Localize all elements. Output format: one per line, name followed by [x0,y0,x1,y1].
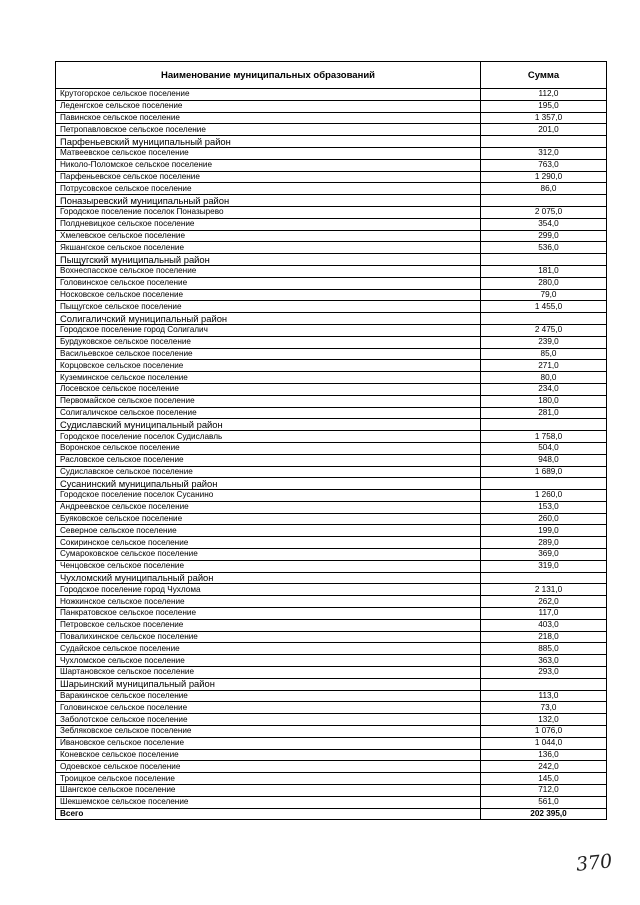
total-sum: 202 395,0 [481,808,607,820]
amount-cell: 73,0 [481,702,607,714]
table-row [56,407,607,419]
settlement-name: Повалихинское сельское поселение [56,631,481,643]
table-row [56,147,607,159]
amount-cell: 199,0 [481,525,607,537]
settlement-name: Судиславское сельское поселение [56,466,481,478]
amount-cell: 561,0 [481,796,607,808]
settlement-name: Крутогорское сельское поселение [56,89,481,101]
amount-cell: 1 455,0 [481,301,607,313]
amount-cell: 195,0 [481,100,607,112]
settlement-name: Воронское сельское поселение [56,442,481,454]
settlement-name: Матвеевское сельское поселение [56,147,481,159]
settlement-name: Варакинское сельское поселение [56,690,481,702]
amount-cell: 354,0 [481,218,607,230]
settlement-name: Николо-Поломское сельское поселение [56,159,481,171]
table-body [56,89,607,809]
settlement-name: Заболотское сельское поселение [56,714,481,726]
table-row [56,785,607,797]
district-header-row [56,678,607,690]
district-header-row [56,195,607,207]
settlement-name: Северное сельское поселение [56,525,481,537]
table-row [56,596,607,608]
district-name: Поназыревский муниципальный район [56,195,481,207]
table-row [56,171,607,183]
table-row [56,395,607,407]
table-row [56,513,607,525]
amount-cell: 280,0 [481,277,607,289]
settlement-name: Петропавловское сельское поселение [56,124,481,136]
table-row [56,560,607,572]
settlement-name: Городское поселение город Солигалич [56,324,481,336]
handwritten-page-number: 370 [574,850,614,876]
table-row [56,454,607,466]
amount-cell: 181,0 [481,265,607,277]
table-row [56,702,607,714]
amount-cell: 2 075,0 [481,206,607,218]
table-row [56,584,607,596]
amount-cell: 180,0 [481,395,607,407]
settlement-name: Городское поселение поселок Сусанино [56,490,481,502]
amount-cell: 112,0 [481,89,607,101]
table-row [56,360,607,372]
table-row [56,324,607,336]
amount-cell: 1 758,0 [481,431,607,443]
amount-cell: 113,0 [481,690,607,702]
settlement-name: Зебляковское сельское поселение [56,726,481,738]
table-row [56,466,607,478]
settlement-name: Полдневицкое сельское поселение [56,218,481,230]
table-row [56,159,607,171]
settlement-name: Чухломское сельское поселение [56,655,481,667]
settlement-name: Ножкинское сельское поселение [56,596,481,608]
allocation-table [55,61,607,820]
column-header-sum: Сумма [481,62,607,89]
settlement-name: Куземинское сельское поселение [56,372,481,384]
district-header-row [56,254,607,266]
amount-cell: 281,0 [481,407,607,419]
settlement-name: Судайское сельское поселение [56,643,481,655]
column-header-name: Наименование муниципальных образований [56,62,481,89]
amount-cell: 369,0 [481,549,607,561]
settlement-name: Буяковское сельское поселение [56,513,481,525]
amount-cell: 403,0 [481,619,607,631]
table-row [56,100,607,112]
settlement-name: Ивановское сельское поселение [56,737,481,749]
settlement-name: Парфеньевское сельское поселение [56,171,481,183]
amount-cell: 312,0 [481,147,607,159]
settlement-name: Шангское сельское поселение [56,785,481,797]
table-row [56,183,607,195]
table-row [56,112,607,124]
district-header-row [56,478,607,490]
table-row [56,537,607,549]
district-name: Пыщугский муниципальный район [56,254,481,266]
amount-cell: 136,0 [481,749,607,761]
amount-cell: 1 076,0 [481,726,607,738]
settlement-name: Потрусовское сельское поселение [56,183,481,195]
table-row [56,289,607,301]
table-header-row [56,62,607,89]
amount-cell: 504,0 [481,442,607,454]
table-row [56,690,607,702]
table-row [56,301,607,313]
settlement-name: Павинское сельское поселение [56,112,481,124]
amount-cell: 363,0 [481,655,607,667]
table-row [56,667,607,679]
table-row [56,525,607,537]
table-row [56,631,607,643]
settlement-name: Лосевское сельское поселение [56,383,481,395]
settlement-name: Первомайское сельское поселение [56,395,481,407]
table-row [56,206,607,218]
amount-cell [481,419,607,431]
amount-cell: 271,0 [481,360,607,372]
amount-cell: 234,0 [481,383,607,395]
amount-cell: 289,0 [481,537,607,549]
amount-cell [481,254,607,266]
settlement-name: Носковское сельское поселение [56,289,481,301]
table-row [56,608,607,620]
settlement-name: Расловское сельское поселение [56,454,481,466]
settlement-name: Сокиринское сельское поселение [56,537,481,549]
amount-cell: 80,0 [481,372,607,384]
table-row [56,383,607,395]
settlement-name: Шартановское сельское поселение [56,667,481,679]
total-row [56,808,607,820]
table-row [56,749,607,761]
settlement-name: Коневское сельское поселение [56,749,481,761]
amount-cell: 79,0 [481,289,607,301]
table-row [56,242,607,254]
amount-cell: 712,0 [481,785,607,797]
district-header-row [56,572,607,584]
amount-cell: 1 260,0 [481,490,607,502]
amount-cell: 145,0 [481,773,607,785]
settlement-name: Петровское сельское поселение [56,619,481,631]
table-row [56,796,607,808]
table-row [56,89,607,101]
amount-cell: 262,0 [481,596,607,608]
table-row [56,643,607,655]
amount-cell [481,136,607,148]
table-row [56,348,607,360]
settlement-name: Васильевское сельское поселение [56,348,481,360]
district-header-row [56,136,607,148]
settlement-name: Шекшемское сельское поселение [56,796,481,808]
amount-cell: 319,0 [481,560,607,572]
district-name: Парфеньевский муниципальный район [56,136,481,148]
settlement-name: Городское поселение город Чухлома [56,584,481,596]
amount-cell: 299,0 [481,230,607,242]
district-name: Чухломский муниципальный район [56,572,481,584]
table-row [56,218,607,230]
settlement-name: Корцовское сельское поселение [56,360,481,372]
settlement-name: Якшангское сельское поселение [56,242,481,254]
district-name: Судиславский муниципальный район [56,419,481,431]
amount-cell: 153,0 [481,501,607,513]
amount-cell [481,478,607,490]
settlement-name: Андреевское сельское поселение [56,501,481,513]
amount-cell: 260,0 [481,513,607,525]
amount-cell: 218,0 [481,631,607,643]
settlement-name: Городское поселение поселок Поназырево [56,206,481,218]
settlement-name: Ченцовское сельское поселение [56,560,481,572]
amount-cell: 885,0 [481,643,607,655]
table-row [56,726,607,738]
table-row [56,490,607,502]
table-row [56,714,607,726]
settlement-name: Хмелевское сельское поселение [56,230,481,242]
table-row [56,655,607,667]
table-row [56,372,607,384]
amount-cell: 948,0 [481,454,607,466]
settlement-name: Троицкое сельское поселение [56,773,481,785]
settlement-name: Одоевское сельское поселение [56,761,481,773]
district-header-row [56,419,607,431]
amount-cell: 117,0 [481,608,607,620]
table-row [56,431,607,443]
district-name: Шарьинский муниципальный район [56,678,481,690]
amount-cell: 85,0 [481,348,607,360]
amount-cell: 1 357,0 [481,112,607,124]
settlement-name: Вохнеспасское сельское поселение [56,265,481,277]
amount-cell [481,572,607,584]
total-label: Всего [56,808,481,820]
settlement-name: Городское поселение поселок Судиславль [56,431,481,443]
amount-cell: 763,0 [481,159,607,171]
amount-cell: 1 290,0 [481,171,607,183]
amount-cell: 239,0 [481,336,607,348]
table-row [56,124,607,136]
district-name: Сусанинский муниципальный район [56,478,481,490]
amount-cell: 86,0 [481,183,607,195]
table-row [56,336,607,348]
settlement-name: Бурдуковское сельское поселение [56,336,481,348]
table-row [56,737,607,749]
amount-cell: 132,0 [481,714,607,726]
district-name: Солигаличский муниципальный район [56,313,481,325]
table-row [56,549,607,561]
settlement-name: Сумароковское сельское поселение [56,549,481,561]
amount-cell: 242,0 [481,761,607,773]
amount-cell: 201,0 [481,124,607,136]
table-row [56,277,607,289]
table-row [56,265,607,277]
settlement-name: Пыщугское сельское поселение [56,301,481,313]
amount-cell: 2 475,0 [481,324,607,336]
amount-cell: 536,0 [481,242,607,254]
amount-cell: 1 044,0 [481,737,607,749]
table-row [56,761,607,773]
amount-cell: 2 131,0 [481,584,607,596]
settlement-name: Леденгское сельское поселение [56,100,481,112]
settlement-name: Головинское сельское поселение [56,702,481,714]
settlement-name: Панкратовское сельское поселение [56,608,481,620]
amount-cell: 1 689,0 [481,466,607,478]
table-row [56,619,607,631]
table-row [56,501,607,513]
settlement-name: Солигаличское сельское поселение [56,407,481,419]
table-row [56,773,607,785]
amount-cell [481,678,607,690]
amount-cell [481,313,607,325]
table-row [56,230,607,242]
settlement-name: Головинское сельское поселение [56,277,481,289]
district-header-row [56,313,607,325]
amount-cell [481,195,607,207]
amount-cell: 293,0 [481,667,607,679]
table-row [56,442,607,454]
